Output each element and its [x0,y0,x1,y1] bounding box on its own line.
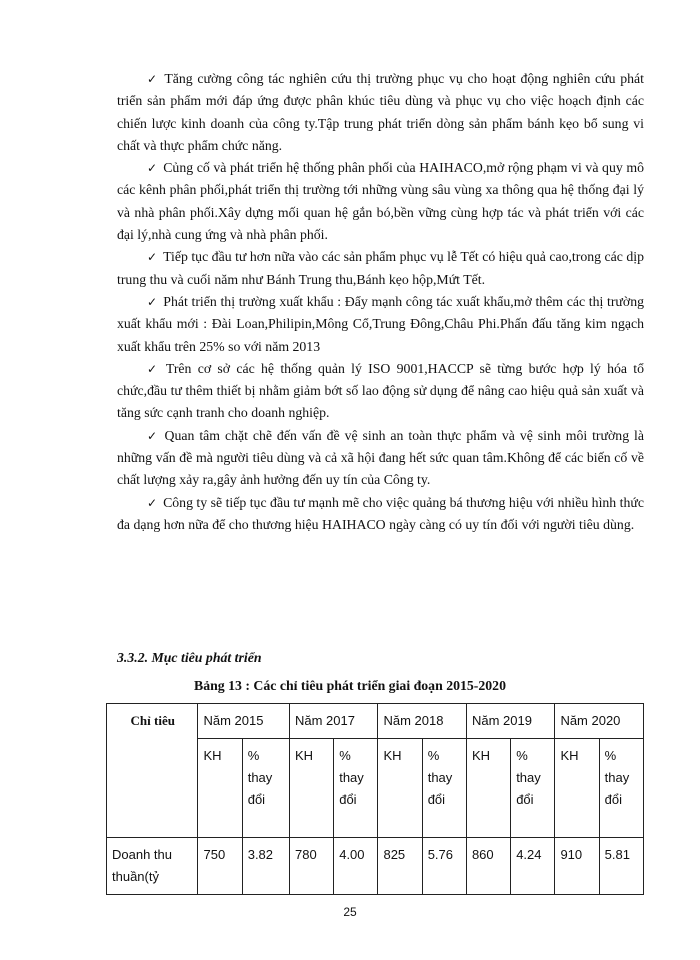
pct-change-header: % thay đổi [422,739,466,838]
year-header: Năm 2017 [289,704,377,739]
table-cell: 4.00 [334,838,378,895]
corner-header: Chỉ tiêu [107,704,198,838]
table-cell: 750 [198,838,242,895]
table-header-row [107,704,644,739]
bullet-paragraph: ✓ Quan tâm chặt chẽ đến vấn đề vệ sinh an toàn thực phẩm và vệ sinh môi trường là những vấn đề mà người tiêu dùng và cả xã hội đang hết sức quan tâm.Không để các biến cố về chất lượng xảy ra,gây ảnh hưởng đến uy tín của Công ty. [117,427,644,488]
table-cell: 780 [289,838,333,895]
table-cell: 4.24 [511,838,555,895]
development-targets-table [106,703,644,895]
check-icon: ✓ [147,495,158,510]
table-cell: 860 [466,838,510,895]
check-icon: ✓ [147,161,158,176]
table-caption: Bảng 13 : Các chỉ tiêu phát triển giai đoạn 2015-2020 [194,678,506,693]
pct-change-header: % thay đổi [334,739,378,838]
year-header: Năm 2015 [198,704,290,739]
bullet-paragraph: ✓ Tăng cường công tác nghiên cứu thị trường phục vụ cho hoạt động nghiên cứu phát triển sản phẩm mới đáp ứng được phân khúc tiêu dùng và phục vụ cho việc hoạch định các chiến lược kinh doanh của công ty.Tập trung phát triển dòng sản phẩm bánh kẹo bổ sung vi chất và thực phẩm chức năng. [117,71,645,153]
pct-change-header: % thay đổi [242,739,289,838]
table-cell: 825 [378,838,422,895]
kh-header: KH [378,739,422,838]
section-heading: 3.3.2. Mục tiêu phát triển [117,650,262,665]
kh-header: KH [466,739,510,838]
bullet-paragraph: ✓ Phát triển thị trường xuất khẩu : Đẩy mạnh công tác xuất khẩu,mở thêm các thị trường xuất khẩu mới : Đài Loan,Philipin,Mông Cổ,Trung Đông,Châu Phi.Phấn đấu tăng kim ngạch xuất khẩu trên 25% so với năm 2013 [117,293,645,354]
kh-header: KH [198,739,242,838]
check-icon: ✓ [147,294,158,309]
pct-change-header: % thay đổi [599,739,643,838]
year-header: Năm 2018 [378,704,466,739]
bullet-paragraph: ✓ Củng cố và phát triển hệ thống phân phối của HAIHACO,mở rộng phạm vi và quy mô các kênh phân phối,phát triển thị trường tới những vùng sâu vùng xa thông qua hệ thống đại lý và nhà phân phối.Xây dựng mối quan hệ gắn bó,bền vững cùng hợp tác và phát triển với các đại lý,nhà cung ứng và nhà phân phối. [117,160,644,243]
pct-change-header: % thay đổi [511,739,555,838]
table-row [107,838,644,895]
table-cell: 910 [555,838,599,895]
bullet-paragraph: ✓ Công ty sẽ tiếp tục đầu tư mạnh mẽ cho việc quảng bá thương hiệu với nhiều hình thức đa dạng hơn nữa để cho thương hiệu HAIHACO ngày càng có uy tín đối với người tiêu dùng. [117,494,644,532]
bullet-paragraph: ✓ Tiếp tục đầu tư hơn nữa vào các sản phẩm phục vụ lễ Tết có hiệu quả cao,trong các dịp trung thu và cuối năm như Bánh Trung thu,Bánh kẹo hộp,Mứt Tết. [117,249,644,287]
kh-header: KH [289,739,333,838]
year-header: Năm 2020 [555,704,644,739]
table-cell: 3.82 [242,838,289,895]
table-cell: 5.76 [422,838,466,895]
year-header: Năm 2019 [466,704,554,739]
row-label: Doanh thu thuần(tỷ [107,838,198,895]
kh-header: KH [555,739,599,838]
check-icon: ✓ [147,361,160,376]
check-icon: ✓ [147,72,159,86]
bullet-paragraph: ✓ Trên cơ sở các hệ thống quản lý ISO 9001,HACCP sẽ từng bước hợp lý hóa tổ chức,đầu tư thêm thiết bị nhằm giảm bớt số lao động sử dụng để nâng cao hiệu quả sản xuất và tăng sức cạnh tranh cho doanh nghiệp. [117,360,644,421]
table-cell: 5.81 [599,838,643,895]
bullet-list [117,68,644,536]
page-number: 25 [343,905,357,919]
check-icon: ✓ [147,250,158,265]
check-icon: ✓ [147,428,159,443]
